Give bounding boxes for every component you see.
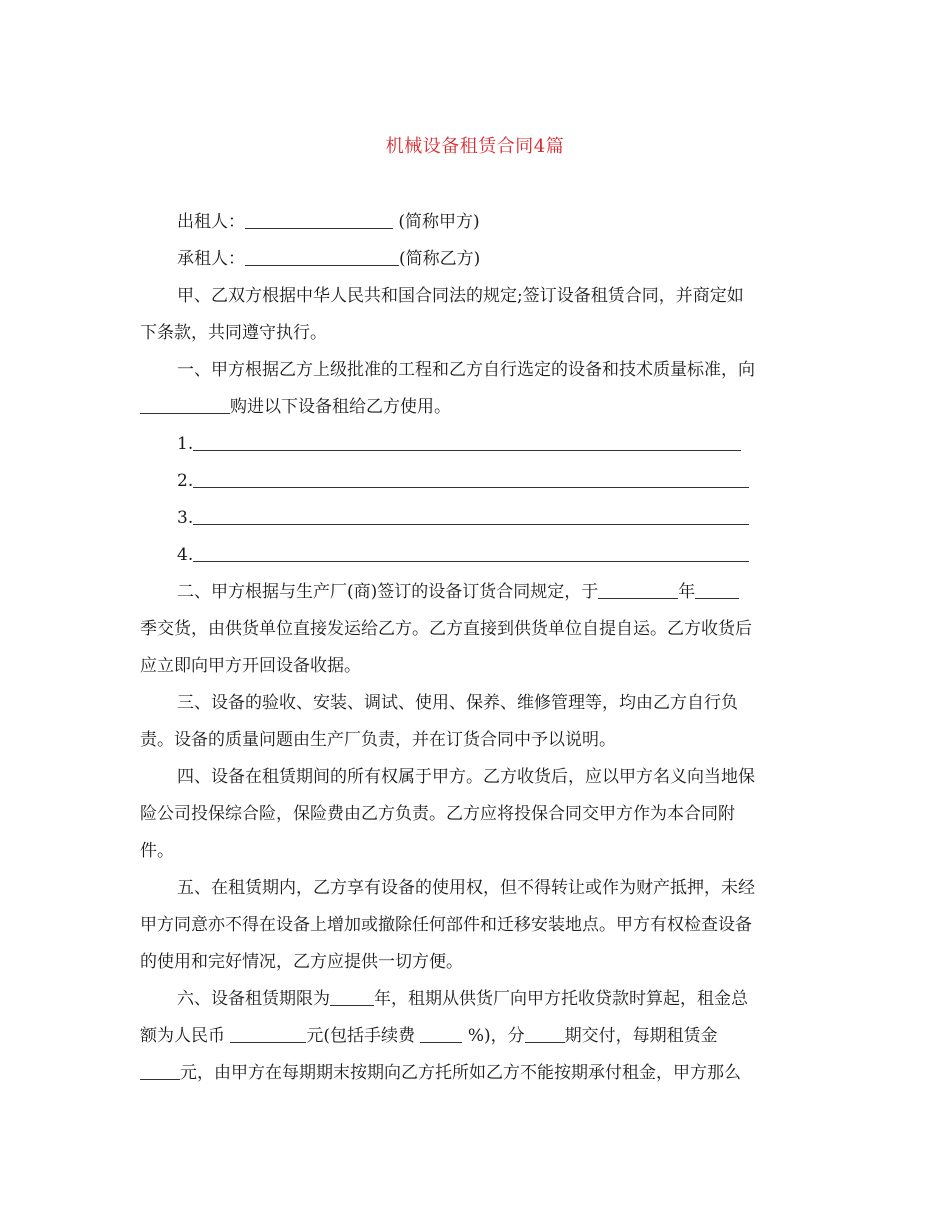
clause2-line-1 xyxy=(140,574,812,611)
equipment-item-2 xyxy=(140,463,812,500)
clause6-text-b: 年，租期从供货厂向甲方托收贷款时算起，租金总 xyxy=(374,989,748,1009)
clause6-line-2 xyxy=(140,1018,812,1055)
item-number: 1. xyxy=(177,434,194,454)
term-years-blank xyxy=(330,983,374,1006)
item-blank xyxy=(193,428,741,451)
clause2-line-3: 应立即向甲方开回设备收据。 xyxy=(140,656,361,676)
equipment-item-4 xyxy=(140,537,812,574)
clause1-line-2-text: 购进以下设备租给乙方使用。 xyxy=(230,397,451,417)
clause5-line-3: 的使用和完好情况，乙方应提供一切方便。 xyxy=(140,952,463,972)
lessee-label: 承租人： xyxy=(177,249,245,269)
item-blank xyxy=(193,502,749,525)
contract-body xyxy=(140,204,812,1092)
clause6-line-1 xyxy=(140,981,812,1018)
item-number: 3. xyxy=(177,508,194,528)
item-number: 2. xyxy=(177,471,194,491)
document-title: 机械设备租赁合同4篇 xyxy=(385,136,565,157)
clause4-line-2: 险公司投保综合险，保险费由乙方负责。乙方应将投保合同交甲方作为本合同附 xyxy=(140,804,735,824)
total-rent-blank xyxy=(230,1020,306,1043)
clause6-text-a: 六、设备租赁期限为 xyxy=(177,989,330,1009)
clause6-text-e: %)，分 xyxy=(462,1026,525,1046)
item-number: 4. xyxy=(177,545,194,565)
installments-blank xyxy=(525,1020,565,1043)
year-blank xyxy=(598,576,678,599)
lessor-line xyxy=(140,204,812,241)
clause3-line-1: 三、设备的验收、安装、调试、使用、保养、维修管理等，均由乙方自行负 xyxy=(177,693,738,713)
clause4-line-3: 件。 xyxy=(140,841,174,861)
clause6-text-f: 期交付，每期租赁金 xyxy=(564,1026,718,1046)
intro-line-1: 甲、乙双方根据中华人民共和国合同法的规定;签订设备租赁合同，并商定如 xyxy=(177,286,744,306)
clause2-line-2: 季交货，由供货单位直接发运给乙方。乙方直接到供货单位自提自运。乙方收货后 xyxy=(140,619,752,639)
clause6-line-3 xyxy=(140,1055,812,1092)
fee-percent-blank xyxy=(420,1020,462,1043)
clause3-line-2: 责。设备的质量问题由生产厂负责，并在订货合同中予以说明。 xyxy=(140,730,616,750)
equipment-item-1 xyxy=(140,426,812,463)
clause6-text-d: 元(包括手续费 xyxy=(306,1026,421,1046)
lessee-blank xyxy=(245,243,399,266)
per-period-rent-blank xyxy=(140,1057,180,1080)
lessor-blank xyxy=(245,206,393,229)
clause1-line-2 xyxy=(140,389,812,426)
season-blank xyxy=(695,576,739,599)
intro-line-2: 下条款，共同遵守执行。 xyxy=(140,323,327,343)
equipment-item-3 xyxy=(140,500,812,537)
supplier-blank xyxy=(140,391,230,414)
lessee-note: (简称乙方) xyxy=(399,249,481,269)
lessee-line xyxy=(140,241,812,278)
lessor-label: 出租人： xyxy=(177,212,245,232)
clause2-text-b: 年 xyxy=(678,582,696,602)
clause6-text-g: 元，由甲方在每期期末按期向乙方托所如乙方不能按期承付租金，甲方那么 xyxy=(180,1063,741,1083)
clause5-line-2: 甲方同意亦不得在设备上增加或撤除任何部件和迁移安装地点。甲方有权检查设备 xyxy=(140,915,752,935)
item-blank xyxy=(193,539,749,562)
lessor-note: (简称甲方) xyxy=(398,212,480,232)
clause5-line-1: 五、在租赁期内，乙方享有设备的使用权，但不得转让或作为财产抵押，未经 xyxy=(177,878,755,898)
clause6-text-c: 额为人民币 xyxy=(140,1026,231,1046)
item-blank xyxy=(193,465,749,488)
clause1-line-1: 一、甲方根据乙方上级批准的工程和乙方自行选定的设备和技术质量标准，向 xyxy=(177,360,755,380)
clause2-text-a: 二、甲方根据与生产厂(商)签订的设备订货合同规定，于 xyxy=(177,582,599,602)
clause4-line-1: 四、设备在租赁期间的所有权属于甲方。乙方收货后，应以甲方名义向当地保 xyxy=(177,767,755,787)
